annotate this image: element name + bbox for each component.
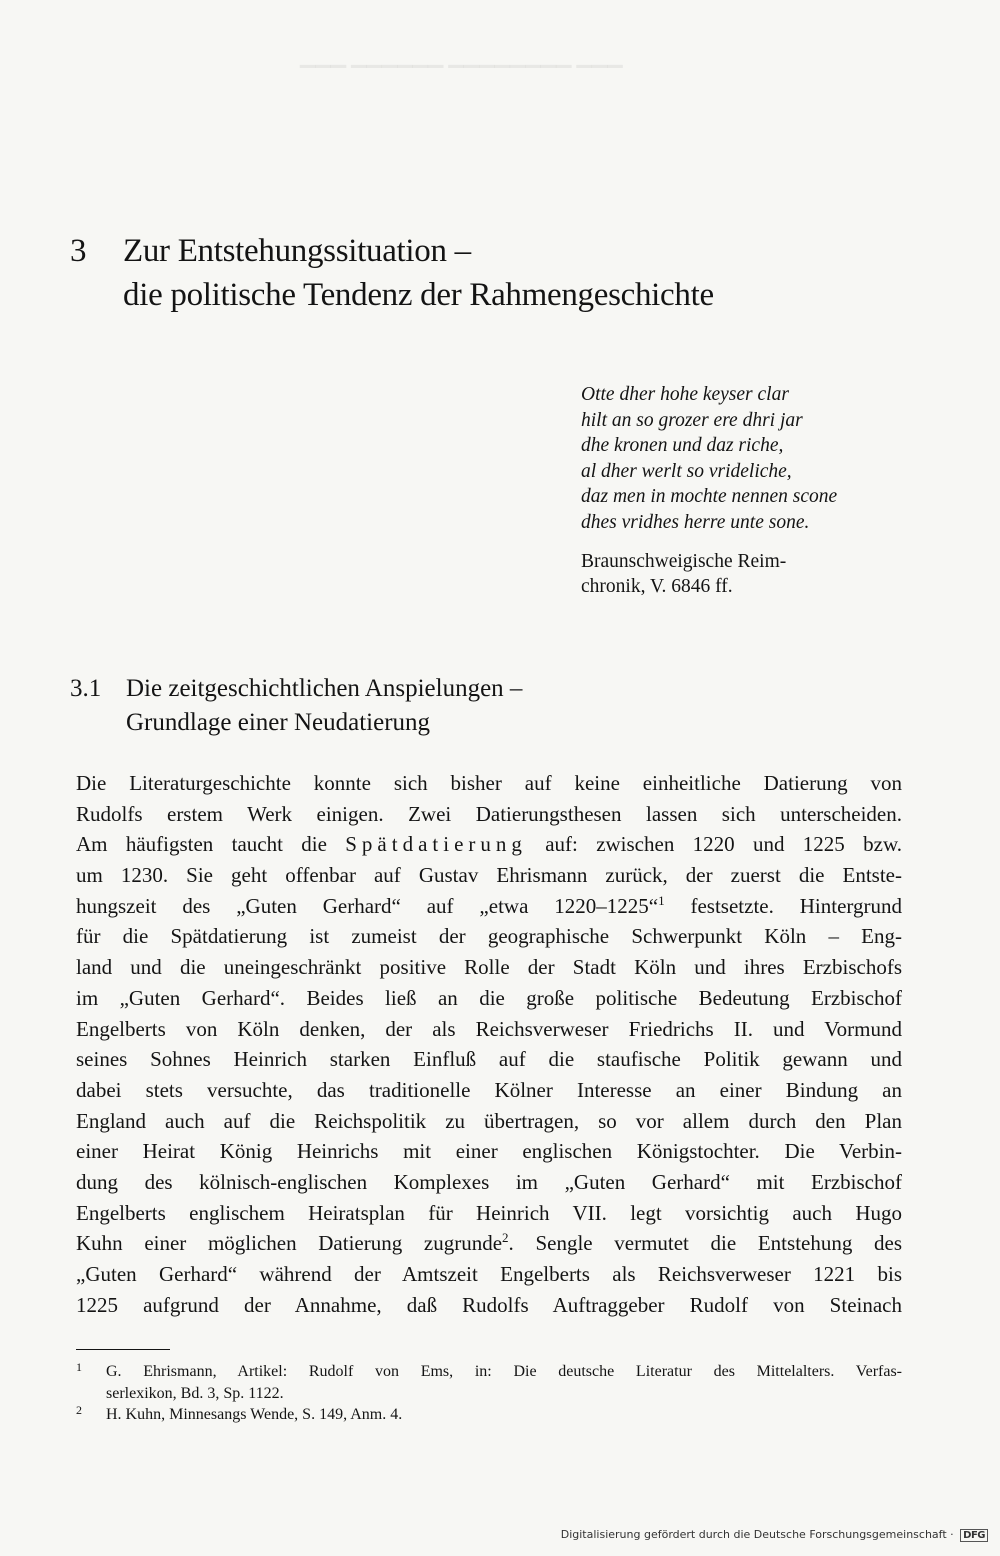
text-fragment: festsetzte. Hintergrund <box>664 893 902 918</box>
epigraph-source-line-2: chronik, V. 6846 ff. <box>581 575 733 597</box>
footnote-reference: 2 <box>502 1230 509 1246</box>
text-line: Engelberts englischem Heiratsplan für Heinrich VII. legt vorsichtig auch Hugo <box>76 1200 902 1225</box>
body-paragraph <box>76 768 902 1320</box>
text-fragment: auf: zwischen 1220 und 1225 bzw. <box>545 832 902 857</box>
text-line: um 1230. Sie geht offenbar auf Gustav Ehrismann zurück, der zuerst die Entste- <box>76 863 902 888</box>
text-line: Rudolfs erstem Werk einigen. Zwei Datierungsthesen lassen sich unterscheiden. <box>76 801 902 826</box>
epigraph-verse: Otte dher hohe keyser clar <box>581 384 789 405</box>
section-title-line-2: Grundlage einer Neudatierung <box>126 709 431 736</box>
epigraph-source <box>581 549 921 599</box>
text-line: im „Guten Gerhard“. Beides ließ an die große politische Bedeutung Erzbischof <box>76 985 902 1010</box>
text-line: einer Heirat König Heinrichs mit einer englischen Königstochter. Die Verbin- <box>76 1139 902 1164</box>
text-fragment: Am häufigsten taucht die <box>76 832 327 857</box>
footnote-line: serlexikon, Bd. 3, Sp. 1122. <box>106 1384 284 1402</box>
footnote-reference: 1 <box>658 892 665 908</box>
bleed-through-decoration: ▁▁▁ ▁▁▁▁▁▁ ▁▁▁▁▁▁▁▁ ▁▁▁ <box>300 46 623 68</box>
footnote <box>76 1404 902 1426</box>
text-line: 1225 aufgrund der Annahme, daß Rudolfs Auftraggeber Rudolf von Steinach <box>76 1292 902 1317</box>
chapter-title-line-2: die politische Tendenz der Rahmengeschichte <box>123 277 714 313</box>
text-line: land und die uneingeschränkt positive Rolle der Stadt Köln und ihres Erzbischofs <box>76 955 902 980</box>
section-number: 3.1 <box>70 675 102 702</box>
text-line: für die Spätdatierung ist zumeist der geographische Schwerpunkt Köln – Eng- <box>76 924 902 949</box>
text-fragment: hungszeit des „Guten Gerhard“ auf „etwa 1220–1225“ <box>76 893 659 918</box>
digitization-credit <box>561 1528 988 1542</box>
text-line: seines Sohnes Heinrich starken Einfluß auf die staufische Politik gewann und <box>76 1047 902 1072</box>
text-line: „Guten Gerhard“ während der Amtszeit Engelberts als Reichsverweser 1221 bis <box>76 1262 902 1286</box>
epigraph-verse: hilt an so grozer ere dhri jar <box>581 409 803 431</box>
epigraph-verse: dhe kronen und daz riche, <box>581 435 784 457</box>
text-line: dabei stets versuchte, das traditionelle Kölner Interesse an einer Bindung an <box>76 1077 902 1102</box>
dfg-logo-icon: DFG <box>960 1529 988 1542</box>
text-line <box>76 891 902 922</box>
text-fragment: . Sengle vermutet die Entstehung des <box>508 1231 902 1256</box>
footnotes <box>76 1361 902 1426</box>
footnote-divider <box>76 1349 170 1350</box>
epigraph-verse: al dher werlt so vrideliche, <box>581 460 792 482</box>
epigraph-source-line-1: Braunschweigische Reim- <box>581 550 787 572</box>
text-line: Engelberts von Köln denken, der als Reichsverweser Friedrichs II. und Vormund <box>76 1016 902 1041</box>
footnote-mark: 2 <box>76 1403 82 1417</box>
epigraph <box>581 382 921 599</box>
text-line: England auch auf die Reichspolitik zu übertragen, so vor allem durch den Plan <box>76 1108 902 1133</box>
text-line: dung des kölnisch-englischen Komplexes im „Guten Gerhard“ mit Erzbischof <box>76 1169 902 1194</box>
section-title-line-1: Die zeitgeschichtlichen Anspielungen – <box>126 675 523 702</box>
chapter-title-line-1: Zur Entstehungssituation – <box>123 233 471 269</box>
text-line <box>76 1228 902 1259</box>
footnote-line: H. Kuhn, Minnesangs Wende, S. 149, Anm. 4. <box>106 1406 403 1423</box>
footnote-line: G. Ehrismann, Artikel: Rudolf von Ems, in: Die deutsche Literatur des Mittelalters. Verfas- <box>106 1363 902 1380</box>
text-fragment: Kuhn einer möglichen Datierung zugrunde <box>76 1231 503 1256</box>
text-line <box>76 829 902 860</box>
spaced-emphasis: Spätdatierung <box>345 832 527 857</box>
epigraph-verse: dhes vridhes herre unte sone. <box>581 511 810 533</box>
footnote-mark: 1 <box>76 1360 82 1374</box>
chapter-number: 3 <box>70 233 87 269</box>
text-line: Die Literaturgeschichte konnte sich bisher auf keine einheitliche Datierung von <box>76 771 902 795</box>
epigraph-verse: daz men in mochte nennen scone <box>581 486 838 508</box>
footnote <box>76 1361 902 1404</box>
credit-text: Digitalisierung gefördert durch die Deutsche Forschungsgemeinschaft · <box>560 1528 954 1541</box>
